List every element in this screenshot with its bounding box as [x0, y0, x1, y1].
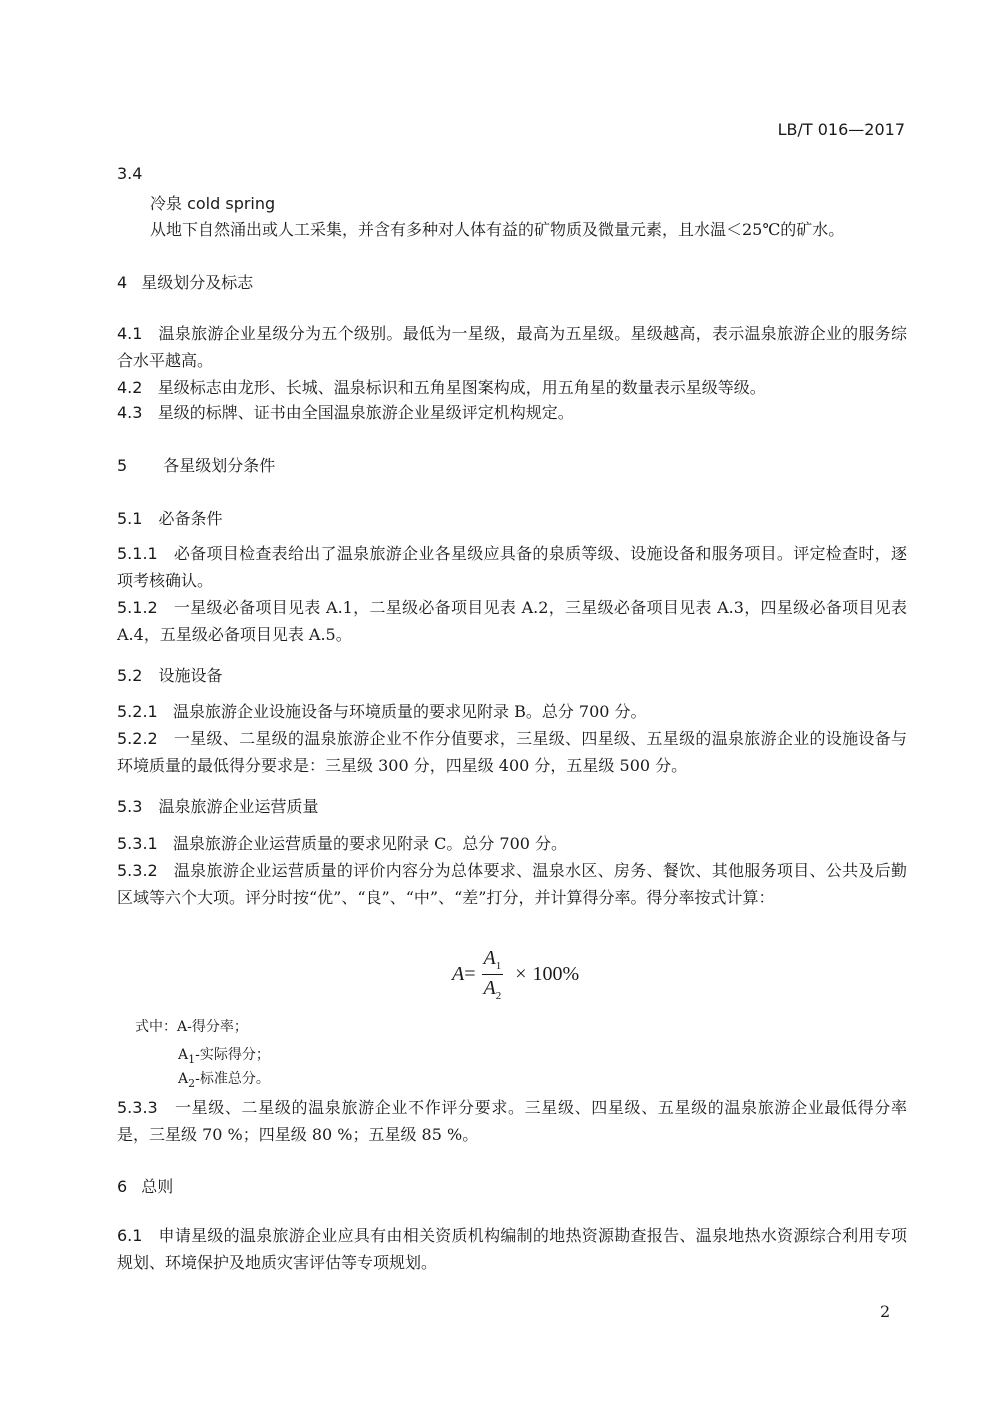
formula-times: × [515, 963, 527, 985]
clause-text: 必备项目检查表给出了温泉旅游企业各星级应具备的泉质等级、设施设备和服务项目。评定检查时，逐项考核确认。 [117, 544, 907, 590]
clause-number: 5.3.2 [117, 861, 158, 880]
clause-number: 5.3.3 [117, 1098, 158, 1117]
clause-number: 4.1 [117, 324, 143, 343]
clause-text: 温泉旅游企业运营质量的评价内容分为总体要求、温泉水区、房务、餐饮、其他服务项目、公共及后勤区域等六个大项。评分时按“优”、“良”、“中”、“差”打分，并计算得分率。得分率按式计算： [117, 861, 907, 907]
clause-number-3-4: 3.4 [117, 164, 143, 183]
term-cold-spring: 冷泉 cold spring [150, 194, 276, 213]
subsection-number: 5.2 [117, 666, 143, 685]
legend-a2-var: A [178, 1071, 189, 1087]
formula-lhs: A [452, 963, 465, 985]
clause-text: 星级标志由龙形、长城、温泉标识和五角星图案构成，用五角星的数量表示星级等级。 [157, 378, 766, 397]
clause-4-1 [117, 320, 907, 374]
legend-a1-desc: -实际得分； [195, 1047, 270, 1063]
clause-text: 星级的标牌、证书由全国温泉旅游企业星级评定机构规定。 [157, 403, 574, 422]
clause-5-2-2 [117, 725, 907, 779]
denominator-var: A [483, 977, 496, 999]
legend-a2-sub: 2 [188, 1076, 196, 1090]
formula-equals: = [464, 963, 476, 985]
clause-number: 4.2 [117, 378, 143, 397]
section-6-heading [117, 1174, 173, 1197]
section-5-number: 5 [117, 456, 128, 475]
formula-fraction [482, 947, 504, 1002]
clause-number: 5.2.2 [117, 729, 158, 748]
section-5-heading [117, 453, 275, 476]
subsection-title: 温泉旅游企业运营质量 [158, 797, 319, 816]
clause-5-3-2 [117, 857, 907, 911]
subsection-number: 5.1 [117, 509, 143, 528]
clause-text: 温泉旅游企业设施设备与环境质量的要求见附录 B。总分 700 分。 [172, 702, 647, 721]
page-number: 2 [880, 1302, 891, 1321]
subsection-5-3-heading [117, 794, 318, 817]
subsection-5-2-heading [117, 663, 222, 686]
clause-5-1-2 [117, 594, 907, 648]
numerator-var: A [483, 947, 496, 969]
clause-text: 一星级、二星级的温泉旅游企业不作分值要求，三星级、四星级、五星级的温泉旅游企业的设施设备与环境质量的最低得分要求是：三星级 300 分，四星级 400 分，五星级 500 分。 [117, 729, 907, 775]
clause-text: 温泉旅游企业运营质量的要求见附录 C。总分 700 分。 [172, 834, 568, 853]
numerator-sub: 1 [495, 960, 502, 972]
subsection-5-1-heading [117, 506, 222, 529]
section-6-title: 总则 [141, 1177, 174, 1196]
standard-code: LB/T 016—2017 [777, 120, 905, 139]
clause-number: 5.2.1 [117, 702, 158, 721]
subsection-number: 5.3 [117, 797, 143, 816]
clause-text: 一星级、二星级的温泉旅游企业不作评分要求。三星级、四星级、五星级的温泉旅游企业最低得分率是，三星级 70 %；四星级 80 %；五星级 85 %。 [117, 1098, 907, 1144]
score-rate-formula [452, 947, 579, 1002]
legend-a2-desc: -标准总分。 [195, 1071, 270, 1087]
clause-5-3-1 [117, 830, 907, 857]
clause-5-2-1 [117, 698, 907, 725]
clause-5-1-1 [117, 540, 907, 594]
formula-percent: 100% [532, 963, 580, 985]
term-definition: 从地下自然涌出或人工采集，并含有多种对人体有益的矿物质及微量元素，且水温＜25℃的矿水。 [150, 220, 845, 239]
formula-numerator [482, 947, 504, 975]
clause-4-3 [117, 399, 907, 426]
clause-6-1 [117, 1222, 907, 1276]
section-5-title: 各星级划分条件 [163, 456, 276, 475]
clause-text: 一星级必备项目见表 A.1，二星级必备项目见表 A.2，三星级必备项目见表 A.3，四星级必备项目见表 A.4，五星级必备项目见表 A.5。 [117, 598, 907, 644]
clause-number: 5.1.1 [117, 544, 158, 563]
section-4-heading [117, 270, 253, 293]
clause-4-2 [117, 374, 907, 401]
subsection-title: 设施设备 [158, 666, 223, 685]
section-4-number: 4 [117, 273, 128, 292]
clause-number: 5.1.2 [117, 598, 158, 617]
clause-number: 6.1 [117, 1226, 143, 1245]
legend-a1-var: A [178, 1047, 189, 1063]
formula-denominator [484, 975, 502, 1002]
section-6-number: 6 [117, 1177, 128, 1196]
clause-number: 4.3 [117, 403, 143, 422]
formula-legend-a1 [178, 1044, 270, 1066]
clause-text: 温泉旅游企业星级分为五个级别。最低为一星级，最高为五星级。星级越高，表示温泉旅游企业的服务综合水平越高。 [117, 324, 907, 370]
section-4-title: 星级划分及标志 [141, 273, 254, 292]
denominator-sub: 2 [495, 990, 502, 1002]
clause-text: 申请星级的温泉旅游企业应具有由相关资质机构编制的地热资源勘查报告、温泉地热水资源综合利用专项规划、环境保护及地质灾害评估等专项规划。 [117, 1226, 907, 1272]
clause-number: 5.3.1 [117, 834, 158, 853]
formula-legend-a2 [178, 1068, 270, 1090]
legend-a1-sub: 1 [188, 1052, 196, 1066]
clause-5-3-3 [117, 1094, 907, 1148]
formula-legend-intro: 式中：A-得分率； [135, 1019, 248, 1035]
subsection-title: 必备条件 [158, 509, 223, 528]
